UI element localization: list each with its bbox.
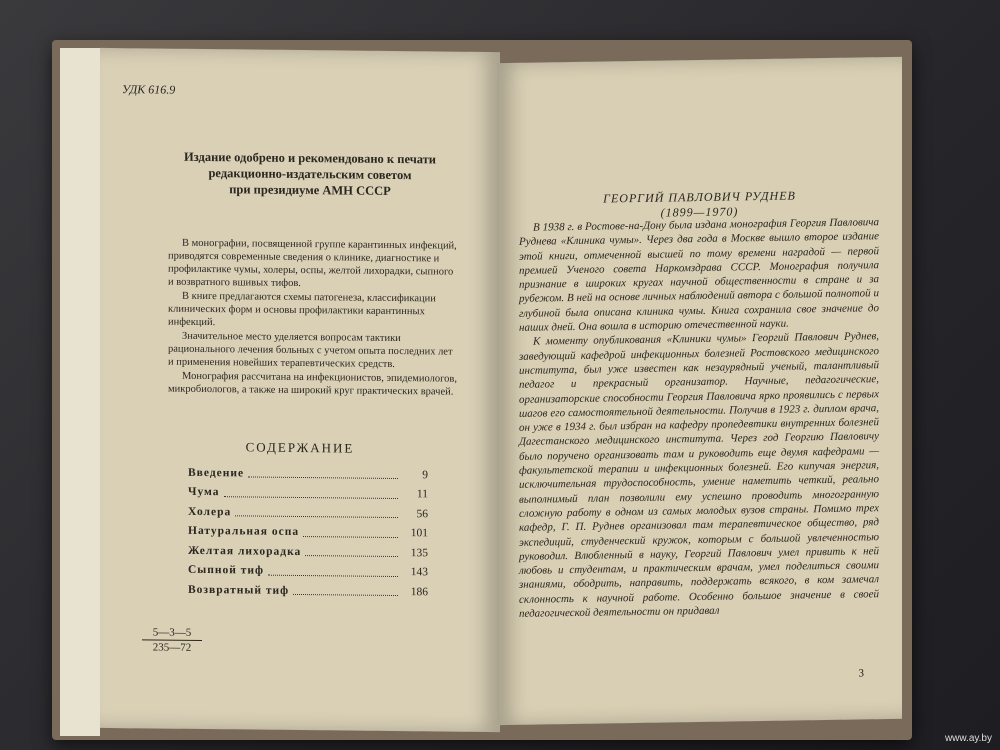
book-page-edge: [60, 48, 100, 736]
toc-row: [188, 521, 428, 543]
abstract-paragraph: Значительное место уделяется вопросам тактики рационального лечения больных с учетом опыта последних лет и применения новейших терапевтических средств.: [168, 330, 453, 370]
toc-page: 56: [416, 507, 428, 521]
toc-page: 11: [416, 488, 428, 501]
abstract: [168, 237, 458, 400]
code-numerator: 5—3—5: [142, 626, 202, 641]
toc-page: 135: [410, 546, 428, 560]
toc-label: Желтая лихорадка: [188, 544, 302, 558]
toc-row: [188, 482, 428, 504]
toc-label: Возвратный тиф: [188, 583, 290, 597]
toc-page: 143: [410, 566, 428, 579]
toc-label: Сыпной тиф: [188, 564, 265, 577]
approval-line: при президиуме АМН СССР: [229, 182, 391, 198]
toc-page: 186: [410, 585, 428, 599]
approval-note: [160, 149, 460, 200]
person-years: (1899—1970): [660, 204, 739, 220]
toc-row: [188, 541, 428, 563]
toc-row: [188, 580, 428, 602]
toc-row: [188, 502, 428, 524]
abstract-paragraph: В монографии, посвященной группе карантинных инфекций, приводятся современные сведения о клинике, диагностике и профилактике чумы, холеры, оспы, желтой лихорадки, сыпного и возвратного вшивых тифов.: [168, 237, 457, 290]
body-paragraph: В 1938 г. в Ростове-на-Дону была издана монография Георгия Павловича Руднева «Клиника чумы». Через два года в Москве вышло второе издание этой книги, отмеченной высшей по тому времени наградой — первой премией Ученого совета Наркомздрава СССР. Монография получила признание в широких кругах научной общественности в стране и за рубежом. В ней на основе личных наблюдений автора с большой полнотой и глубиной была описана клиника чумы. Книга сохранила свое значение до наших дней. Она вошла в историю отечественной науки.: [519, 216, 879, 334]
right-page: [497, 57, 902, 725]
left-page: [100, 48, 500, 732]
abstract-paragraph: В книге предлагаются схемы патогенеза, классификации клинических форм и основы профилактики карантинных инфекций.: [168, 290, 436, 329]
approval-line: Издание одобрено и рекомендовано к печати: [183, 149, 437, 167]
watermark: www.ay.by: [944, 733, 992, 744]
udk-code: УДК 616.9: [122, 82, 176, 97]
table-of-contents: [188, 463, 428, 602]
body-paragraph: К моменту опубликования «Клиники чумы» Георгий Павлович Руднев, заведующий кафедрой инфекционных болезней Ростовского медицинского института, был уже известен как незаурядный ученый, талантливый педагог и прекрасный организатор. Научные, педагогические, организаторские способности Георгия Павловича ярко проявились с первых шагов его самостоятельной деятельности. Получив в 1923 г. диплом врача, он уже в 1934 г. был избран на кафедру пропедевтики внутренних болезней Дагестанского медицинского института. Через год Георгию Павловичу было поручено организовать там и руководить еще двумя кафедрами — факультетской терапии и инфекционных болезней. Его кипучая энергия, исключительная трудоспособность, умение наметить четкий, реально выполнимый план позволили ему успешно проводить многогранную сложную работу в одном из самых молодых вузов страны. Помимо трех кафедр, Г. П. Руднев организовал там терапевтическое общество, ряд экспедиций, студенческий кружок, которым с большой увлеченностью руководил. Влюбленный в науку, Георгий Павлович умел привить к ней любовь и студентам, и практическим врачам, умел поделиться своими знаниями, ободрить, направить, поддержать всякого, в ком замечал склонность к научной работе. Особенно большое значение в своей педагогической деятельности он придавал: [519, 330, 879, 620]
person-name: ГЕОРГИЙ ПАВЛОВИЧ РУДНЕВ: [603, 188, 796, 206]
abstract-paragraph: Монография рассчитана на инфекционистов, эпидемиологов, микробиологов, а также на широкий круг практических врачей.: [168, 370, 457, 398]
code-denominator: 235—72: [152, 641, 192, 654]
biography-text: [519, 215, 879, 621]
page-number: 3: [858, 667, 864, 680]
toc-label: Чума: [188, 486, 220, 499]
publication-code: [142, 626, 202, 654]
toc-row: [188, 560, 428, 582]
approval-line: редакционно-издательским советом: [208, 166, 412, 183]
toc-title: СОДЕРЖАНИЕ: [245, 439, 355, 456]
toc-page: 101: [410, 527, 428, 540]
toc-label: Натуральная оспа: [188, 525, 300, 539]
toc-row: [188, 463, 428, 485]
toc-label: Холера: [188, 505, 232, 519]
toc-label: Введение: [188, 466, 245, 480]
toc-page: 9: [422, 469, 428, 482]
